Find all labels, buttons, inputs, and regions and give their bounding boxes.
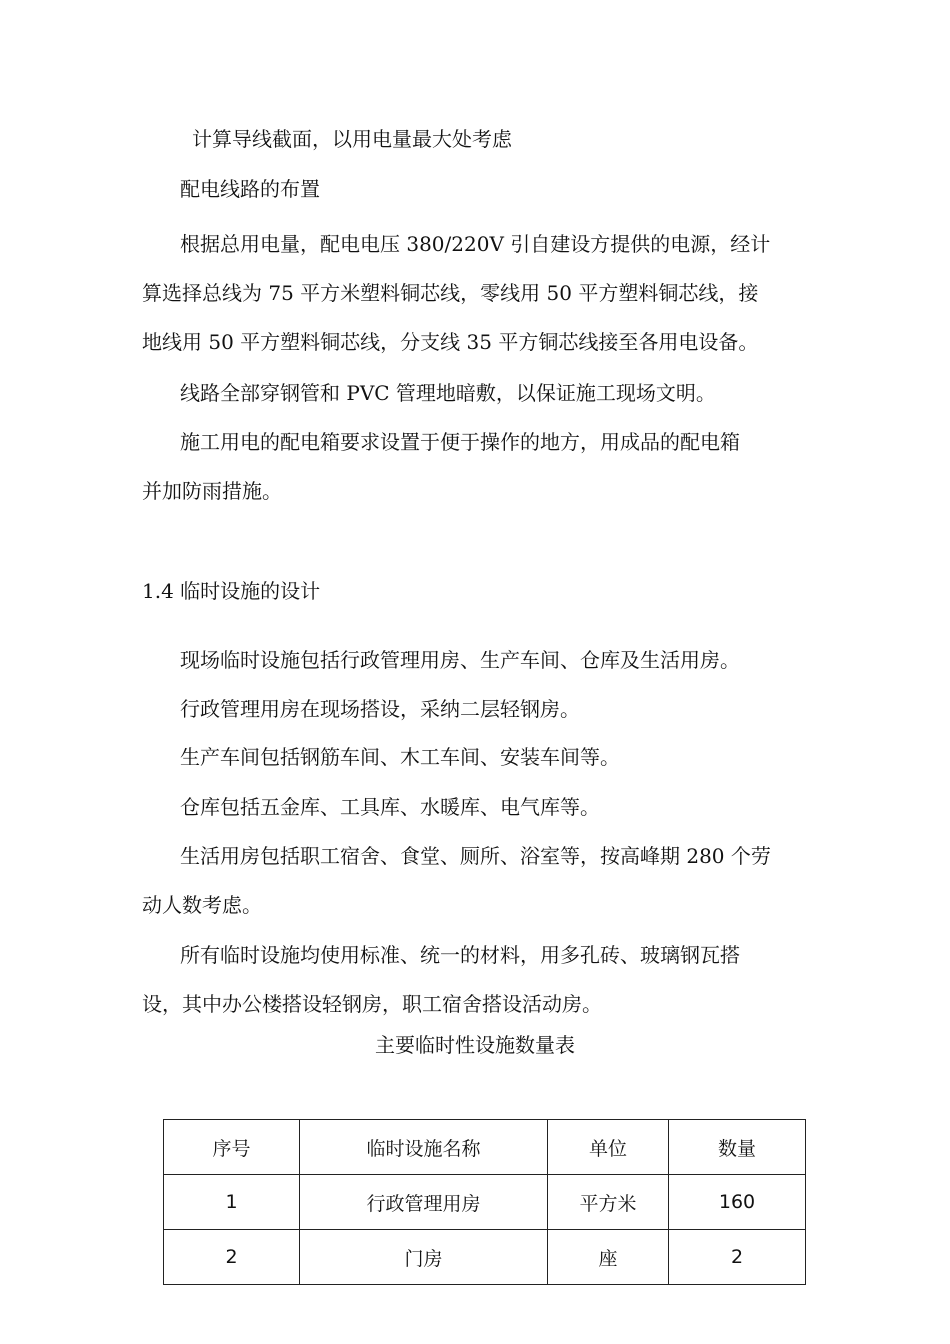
table-header-row xyxy=(164,1120,806,1175)
header-cell: 数量 xyxy=(669,1120,806,1175)
section-heading: 1.4 临时设施的设计 xyxy=(142,579,321,603)
paragraph-warehouses: 仓库包括五金库、工具库、水暖库、电气库等。 xyxy=(180,795,600,819)
paragraph-materials-line-2: 设，其中办公楼搭设轻钢房，职工宿舍搭设活动房。 xyxy=(142,992,602,1016)
paragraph-power-line-1: 根据总用电量，配电电压 380/220V 引自建设方提供的电源，经计 xyxy=(180,232,771,256)
paragraph-wire-section: 计算导线截面，以用电量最大处考虑 xyxy=(192,127,512,151)
paragraph-conduit: 线路全部穿钢管和 PVC 管理地暗敷，以保证施工现场文明。 xyxy=(180,381,716,405)
header-cell: 序号 xyxy=(164,1120,300,1175)
paragraph-admin-rooms: 行政管理用房在现场搭设，采纳二层轻钢房。 xyxy=(180,697,580,721)
paragraph-power-line-2: 算选择总线为 75 平方米塑料铜芯线，零线用 50 平方塑料铜芯线，接 xyxy=(142,281,759,305)
paragraph-materials-line-1: 所有临时设施均使用标准、统一的材料，用多孔砖、玻璃钢瓦搭 xyxy=(180,943,740,967)
facilities-table xyxy=(163,1119,806,1285)
paragraph-power-line-3: 地线用 50 平方塑料铜芯线，分支线 35 平方铜芯线接至各用电设备。 xyxy=(142,330,759,354)
table-cell: 门房 xyxy=(300,1230,548,1285)
paragraph-line-layout: 配电线路的布置 xyxy=(180,177,320,201)
paragraph-facilities-overview: 现场临时设施包括行政管理用房、生产车间、仓库及生活用房。 xyxy=(180,648,740,672)
table-cell: 1 xyxy=(164,1175,300,1230)
paragraph-workshops: 生产车间包括钢筋车间、木工车间、安装车间等。 xyxy=(180,745,620,769)
table-row xyxy=(164,1230,806,1285)
table-row xyxy=(164,1175,806,1230)
table-cell: 2 xyxy=(164,1230,300,1285)
table-cell: 160 xyxy=(669,1175,806,1230)
table-caption: 主要临时性设施数量表 xyxy=(375,1033,575,1057)
paragraph-living-rooms-line-2: 动人数考虑。 xyxy=(142,893,262,917)
table-cell: 2 xyxy=(669,1230,806,1285)
paragraph-living-rooms-line-1: 生活用房包括职工宿舍、食堂、厕所、浴室等，按高峰期 280 个劳 xyxy=(180,844,771,868)
paragraph-distribution-box-line-2: 并加防雨措施。 xyxy=(142,479,282,503)
header-cell: 单位 xyxy=(548,1120,669,1175)
header-cell: 临时设施名称 xyxy=(300,1120,548,1175)
paragraph-distribution-box-line-1: 施工用电的配电箱要求设置于便于操作的地方，用成品的配电箱 xyxy=(180,430,740,454)
table-cell: 平方米 xyxy=(548,1175,669,1230)
table-cell: 行政管理用房 xyxy=(300,1175,548,1230)
table-cell: 座 xyxy=(548,1230,669,1285)
